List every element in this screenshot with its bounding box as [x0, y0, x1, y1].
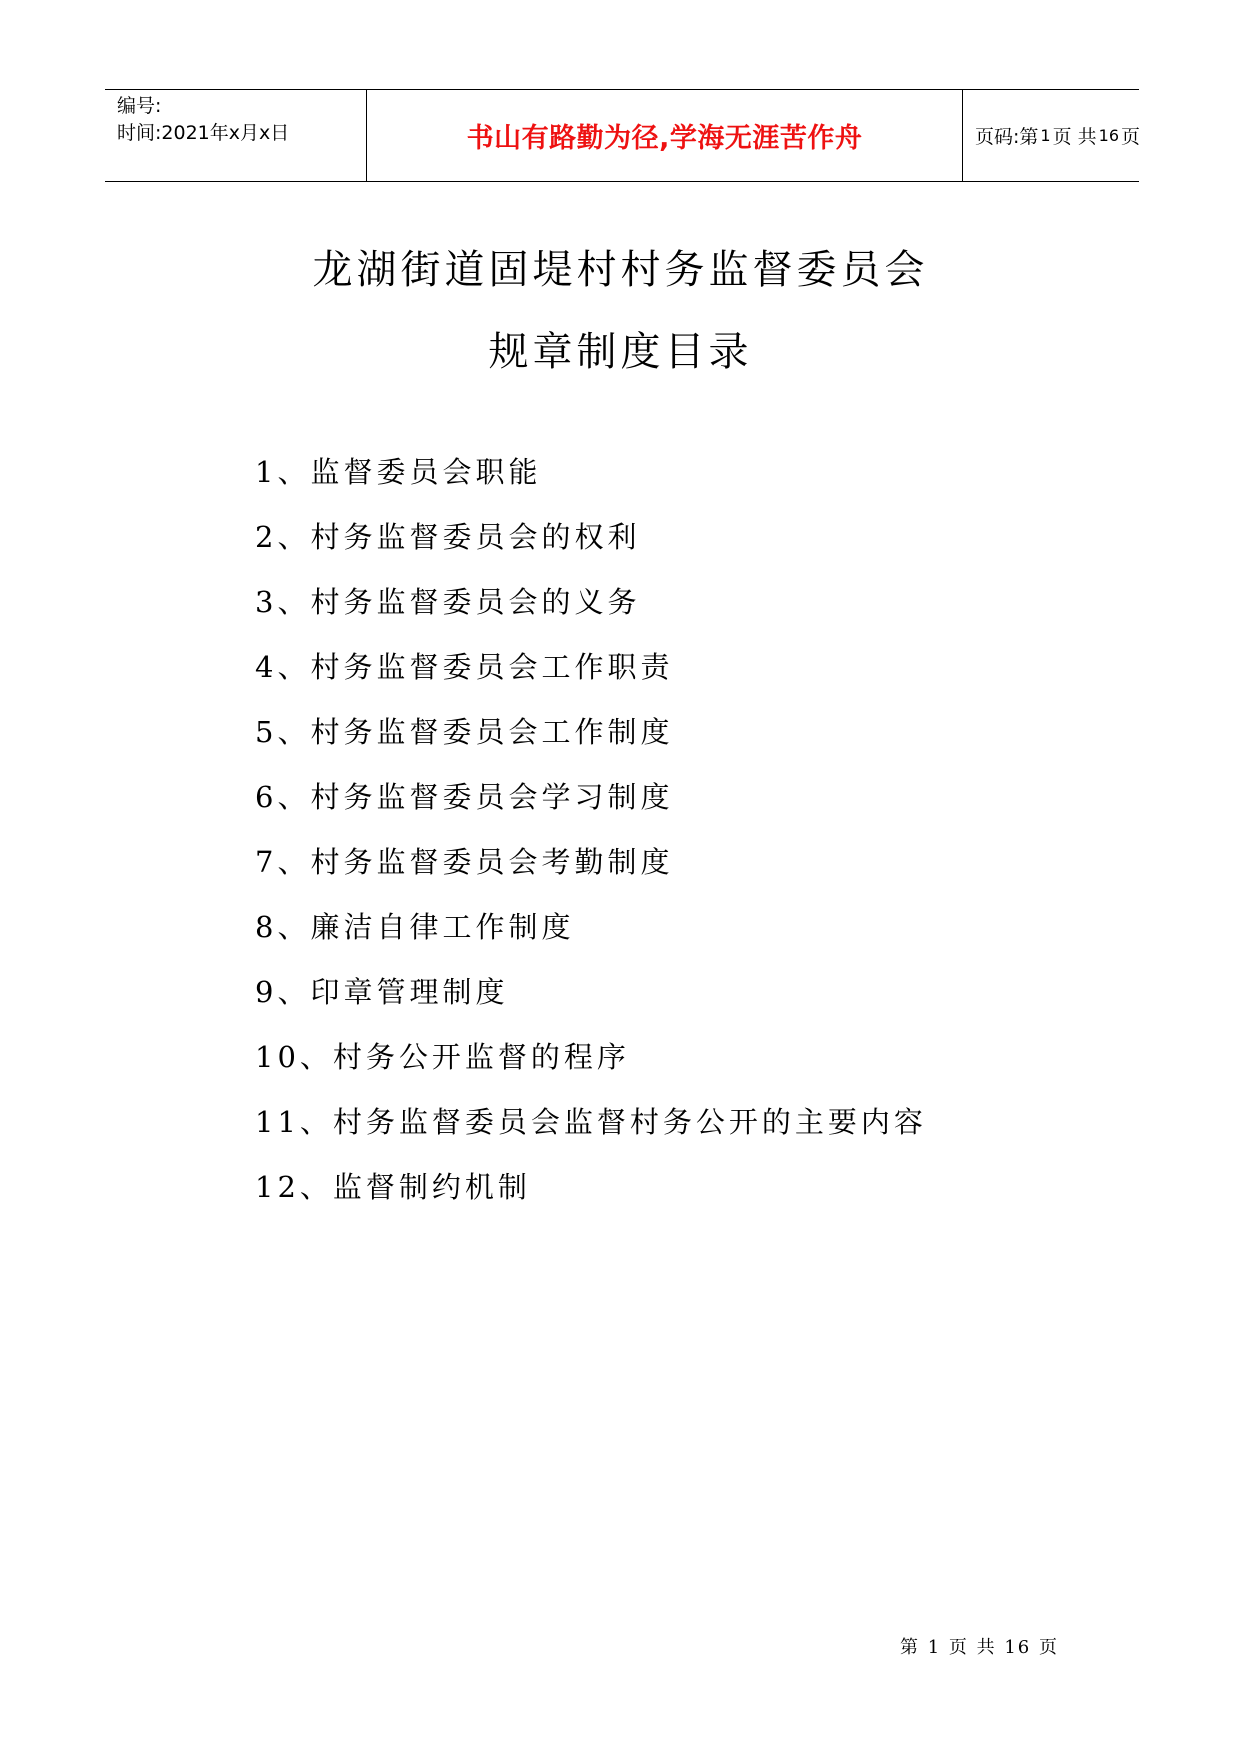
header-meta — [105, 90, 367, 181]
toc-item: 12、监督制约机制 — [255, 1170, 531, 1204]
header-page-number — [963, 90, 1139, 181]
header-motto: 书山有路勤为径,学海无涯苦作舟 — [367, 90, 963, 181]
page-total: 16 — [1098, 126, 1119, 145]
page-header — [105, 89, 1139, 182]
page-prefix: 页码:第 — [975, 126, 1039, 148]
toc-item: 8、廉洁自律工作制度 — [255, 910, 575, 944]
document-time-label: 时间:2021年x月x日 — [117, 122, 290, 144]
toc-item: 11、村务监督委员会监督村务公开的主要内容 — [255, 1105, 927, 1139]
document-title-line2: 规章制度目录 — [488, 329, 753, 375]
toc-item: 3、村务监督委员会的义务 — [255, 585, 641, 619]
table-of-contents — [255, 452, 927, 1232]
toc-item: 10、村务公开监督的程序 — [255, 1040, 630, 1074]
document-title-line1: 龙湖街道固堤村村务监督委员会 — [312, 247, 929, 293]
toc-item: 7、村务监督委员会考勤制度 — [255, 845, 674, 879]
page-suffix: 页 — [1121, 126, 1141, 148]
page-middle: 页 共 — [1052, 126, 1097, 148]
page-current: 1 — [1040, 126, 1051, 145]
toc-item: 2、村务监督委员会的权利 — [255, 520, 641, 554]
toc-item: 9、印章管理制度 — [255, 975, 509, 1009]
toc-item: 5、村务监督委员会工作制度 — [255, 715, 674, 749]
page-footer: 第 1 页 共 16 页 — [900, 1637, 1059, 1658]
toc-item: 4、村务监督委员会工作职责 — [255, 650, 674, 684]
toc-item: 6、村务监督委员会学习制度 — [255, 780, 674, 814]
document-number-label: 编号: — [117, 95, 162, 117]
toc-item: 1、监督委员会职能 — [255, 455, 542, 489]
